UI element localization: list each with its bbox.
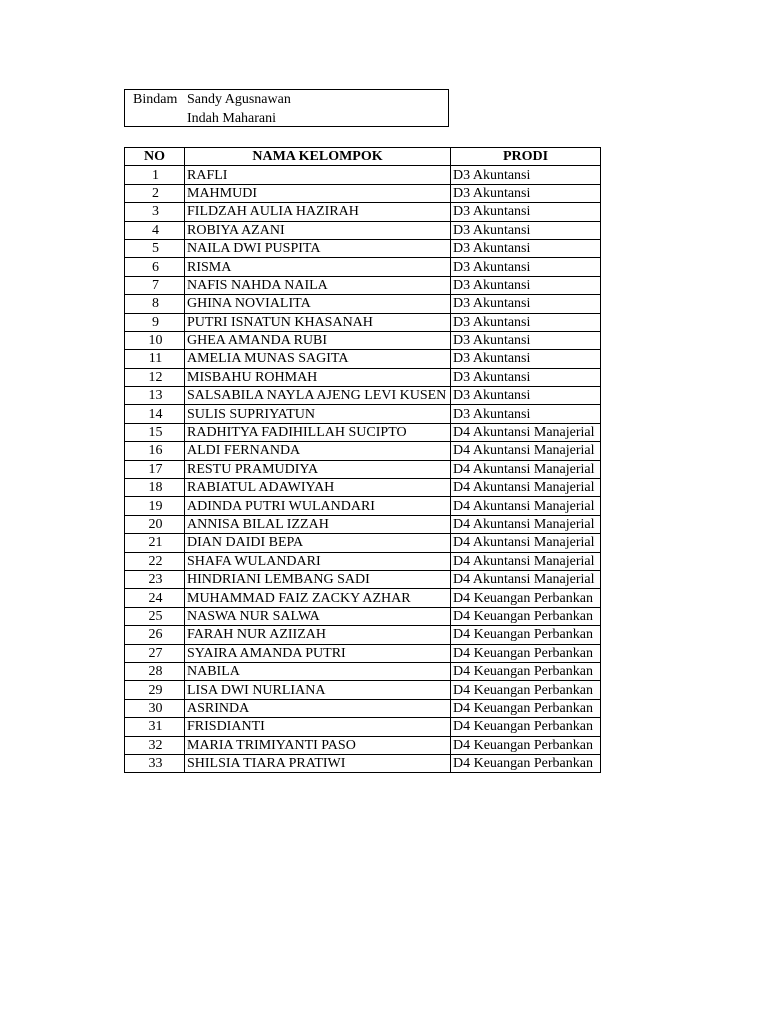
- row-nama: MAHMUDI: [185, 184, 451, 202]
- row-prodi: D4 Keuangan Perbankan: [451, 589, 601, 607]
- table-row: [125, 699, 601, 717]
- row-prodi: D3 Akuntansi: [451, 405, 601, 423]
- row-nama: RISMA: [185, 258, 451, 276]
- table-row: [125, 387, 601, 405]
- table-row: [125, 313, 601, 331]
- row-prodi: D4 Akuntansi Manajerial: [451, 515, 601, 533]
- row-prodi: D4 Keuangan Perbankan: [451, 754, 601, 772]
- table-row: [125, 515, 601, 533]
- row-nama: LISA DWI NURLIANA: [185, 681, 451, 699]
- row-no: 14: [125, 405, 185, 423]
- row-prodi: D3 Akuntansi: [451, 239, 601, 257]
- row-prodi: D4 Akuntansi Manajerial: [451, 497, 601, 515]
- row-no: 7: [125, 276, 185, 294]
- row-prodi: D4 Akuntansi Manajerial: [451, 552, 601, 570]
- row-prodi: D4 Keuangan Perbankan: [451, 644, 601, 662]
- table-row: [125, 460, 601, 478]
- row-prodi: D4 Keuangan Perbankan: [451, 718, 601, 736]
- table-header-row: [125, 148, 601, 166]
- row-prodi: D4 Keuangan Perbankan: [451, 662, 601, 680]
- row-prodi: D3 Akuntansi: [451, 184, 601, 202]
- bindam-label: Bindam: [133, 92, 178, 107]
- row-nama: HINDRIANI LEMBANG SADI: [185, 570, 451, 588]
- row-prodi: D3 Akuntansi: [451, 295, 601, 313]
- table-row: [125, 166, 601, 184]
- row-prodi: D3 Akuntansi: [451, 203, 601, 221]
- table-row: [125, 184, 601, 202]
- row-nama: ADINDA PUTRI WULANDARI: [185, 497, 451, 515]
- row-no: 21: [125, 534, 185, 552]
- table-row: [125, 442, 601, 460]
- row-no: 8: [125, 295, 185, 313]
- header-nama-kelompok: NAMA KELOMPOK: [185, 148, 451, 166]
- table-row: [125, 368, 601, 386]
- row-nama: ALDI FERNANDA: [185, 442, 451, 460]
- row-prodi: D3 Akuntansi: [451, 313, 601, 331]
- row-nama: ROBIYA AZANI: [185, 221, 451, 239]
- row-prodi: D4 Akuntansi Manajerial: [451, 570, 601, 588]
- row-nama: PUTRI ISNATUN KHASANAH: [185, 313, 451, 331]
- row-prodi: D4 Akuntansi Manajerial: [451, 423, 601, 441]
- table-row: [125, 736, 601, 754]
- row-prodi: D4 Akuntansi Manajerial: [451, 479, 601, 497]
- header-prodi: PRODI: [451, 148, 601, 166]
- row-prodi: D3 Akuntansi: [451, 166, 601, 184]
- table-row: [125, 221, 601, 239]
- table-body: [125, 166, 601, 773]
- row-nama: NAILA DWI PUSPITA: [185, 239, 451, 257]
- row-nama: MARIA TRIMIYANTI PASO: [185, 736, 451, 754]
- row-no: 1: [125, 166, 185, 184]
- table-row: [125, 350, 601, 368]
- row-nama: DIAN DAIDI BEPA: [185, 534, 451, 552]
- row-prodi: D4 Akuntansi Manajerial: [451, 460, 601, 478]
- table-row: [125, 239, 601, 257]
- table-row: [125, 295, 601, 313]
- row-nama: MUHAMMAD FAIZ ZACKY AZHAR: [185, 589, 451, 607]
- row-no: 32: [125, 736, 185, 754]
- row-nama: FRISDIANTI: [185, 718, 451, 736]
- row-no: 25: [125, 607, 185, 625]
- row-no: 15: [125, 423, 185, 441]
- row-no: 12: [125, 368, 185, 386]
- row-nama: FILDZAH AULIA HAZIRAH: [185, 203, 451, 221]
- row-prodi: D4 Keuangan Perbankan: [451, 607, 601, 625]
- row-no: 13: [125, 387, 185, 405]
- row-nama: SHAFA WULANDARI: [185, 552, 451, 570]
- table-row: [125, 626, 601, 644]
- row-nama: MISBAHU ROHMAH: [185, 368, 451, 386]
- row-no: 26: [125, 626, 185, 644]
- row-nama: NAFIS NAHDA NAILA: [185, 276, 451, 294]
- row-no: 3: [125, 203, 185, 221]
- row-no: 5: [125, 239, 185, 257]
- row-no: 9: [125, 313, 185, 331]
- row-no: 29: [125, 681, 185, 699]
- row-no: 18: [125, 479, 185, 497]
- row-nama: SALSABILA NAYLA AJENG LEVI KUSEN: [185, 387, 451, 405]
- row-no: 19: [125, 497, 185, 515]
- table-row: [125, 754, 601, 772]
- table-row: [125, 276, 601, 294]
- row-prodi: D4 Akuntansi Manajerial: [451, 442, 601, 460]
- table-row: [125, 203, 601, 221]
- row-prodi: D4 Keuangan Perbankan: [451, 736, 601, 754]
- header-no: NO: [125, 148, 185, 166]
- row-nama: SHILSIA TIARA PRATIWI: [185, 754, 451, 772]
- table-row: [125, 534, 601, 552]
- row-nama: RABIATUL ADAWIYAH: [185, 479, 451, 497]
- table-row: [125, 589, 601, 607]
- row-no: 28: [125, 662, 185, 680]
- row-no: 31: [125, 718, 185, 736]
- row-no: 4: [125, 221, 185, 239]
- table-row: [125, 405, 601, 423]
- row-prodi: D4 Keuangan Perbankan: [451, 699, 601, 717]
- bindam-box: [124, 89, 449, 127]
- row-nama: FARAH NUR AZIIZAH: [185, 626, 451, 644]
- row-prodi: D3 Akuntansi: [451, 221, 601, 239]
- table-row: [125, 497, 601, 515]
- table-row: [125, 662, 601, 680]
- table-row: [125, 607, 601, 625]
- table-row: [125, 552, 601, 570]
- row-no: 23: [125, 570, 185, 588]
- table-row: [125, 570, 601, 588]
- row-no: 17: [125, 460, 185, 478]
- row-prodi: D4 Keuangan Perbankan: [451, 626, 601, 644]
- row-nama: SULIS SUPRIYATUN: [185, 405, 451, 423]
- row-no: 27: [125, 644, 185, 662]
- row-prodi: D4 Keuangan Perbankan: [451, 681, 601, 699]
- row-prodi: D3 Akuntansi: [451, 387, 601, 405]
- row-prodi: D3 Akuntansi: [451, 258, 601, 276]
- group-table: [124, 147, 601, 773]
- bindam-name: Sandy Agusnawan: [187, 92, 291, 107]
- row-prodi: D3 Akuntansi: [451, 331, 601, 349]
- row-nama: ASRINDA: [185, 699, 451, 717]
- row-no: 11: [125, 350, 185, 368]
- row-prodi: D3 Akuntansi: [451, 350, 601, 368]
- row-nama: GHINA NOVIALITA: [185, 295, 451, 313]
- row-prodi: D4 Akuntansi Manajerial: [451, 534, 601, 552]
- row-no: 6: [125, 258, 185, 276]
- row-no: 33: [125, 754, 185, 772]
- row-prodi: D3 Akuntansi: [451, 276, 601, 294]
- table-row: [125, 681, 601, 699]
- row-nama: RESTU PRAMUDIYA: [185, 460, 451, 478]
- row-no: 22: [125, 552, 185, 570]
- row-nama: GHEA AMANDA RUBI: [185, 331, 451, 349]
- row-no: 24: [125, 589, 185, 607]
- row-nama: AMELIA MUNAS SAGITA: [185, 350, 451, 368]
- row-nama: RAFLI: [185, 166, 451, 184]
- table-row: [125, 718, 601, 736]
- row-no: 16: [125, 442, 185, 460]
- row-nama: SYAIRA AMANDA PUTRI: [185, 644, 451, 662]
- table-row: [125, 479, 601, 497]
- row-no: 10: [125, 331, 185, 349]
- table-row: [125, 331, 601, 349]
- row-no: 2: [125, 184, 185, 202]
- row-nama: NABILA: [185, 662, 451, 680]
- table-row: [125, 644, 601, 662]
- bindam-name: Indah Maharani: [187, 111, 277, 126]
- row-prodi: D3 Akuntansi: [451, 368, 601, 386]
- row-nama: NASWA NUR SALWA: [185, 607, 451, 625]
- table-row: [125, 423, 601, 441]
- row-no: 30: [125, 699, 185, 717]
- row-nama: RADHITYA FADIHILLAH SUCIPTO: [185, 423, 451, 441]
- row-no: 20: [125, 515, 185, 533]
- row-nama: ANNISA BILAL IZZAH: [185, 515, 451, 533]
- table-row: [125, 258, 601, 276]
